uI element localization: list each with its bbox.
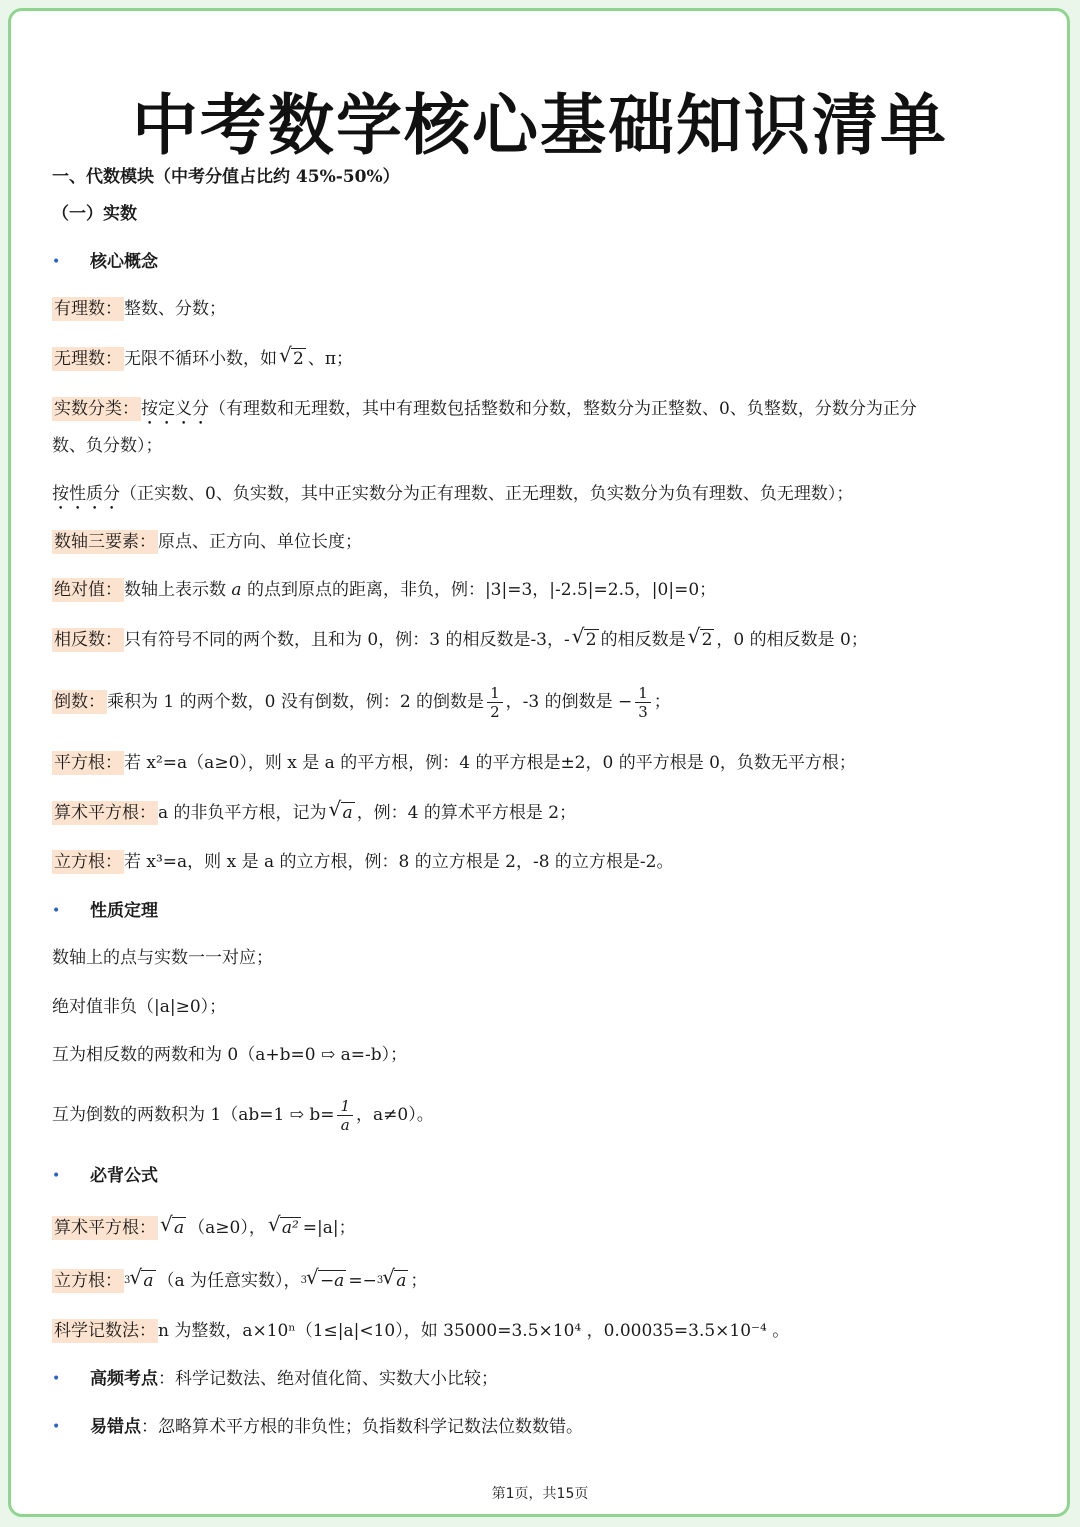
prop-3: 互为相反数的两数和为 0（a+b=0 ⇨ a=-b）； — [52, 1045, 408, 1065]
term-text: 数轴上表示数 — [124, 580, 226, 600]
term-text: （a≥0）， — [188, 1218, 266, 1238]
term-text: （有理数和无理数，其中有理数包括整数和分数，整数分为正整数、0、负整数，分数分为正分 — [209, 399, 917, 419]
bullet-dot-icon: • — [52, 254, 61, 270]
bullet-content: 高频考点：科学记数法、绝对值化简、实数大小比较； — [90, 1369, 498, 1389]
term-text: 、π； — [307, 349, 354, 369]
line-number-axis — [52, 530, 1020, 554]
sqrt-symbol: √ 2 — [688, 628, 715, 652]
term-text: 若 x²=a（a≥0），则 x 是 a 的平方根，例：4 的平方根是±2，0 的平方根是 0，负数无平方根； — [124, 753, 856, 773]
cbrt-symbol: √ a — [382, 1269, 408, 1293]
term-label: 无理数： — [54, 349, 122, 369]
page-footer: 第1页，共15页 — [491, 1486, 589, 1502]
bullet-label: 必背公式 — [90, 1166, 158, 1186]
formula-cube-root — [52, 1269, 1020, 1293]
sqrt-symbol: √ a — [160, 1216, 186, 1240]
term-label: 有理数： — [54, 299, 122, 319]
sqrt-symbol: √ 2 — [572, 628, 599, 652]
bullet-content: 易错点：忽略算术平方根的非负性；负指数科学记数法位数数错。 — [90, 1417, 583, 1437]
section-heading-algebra: 一、代数模块（中考分值占比约 45%-50%） — [52, 167, 400, 187]
line-classify-cont: 数、负分数）； — [52, 436, 163, 456]
line-irrational — [52, 347, 1020, 371]
var-a: a — [231, 580, 242, 600]
term-label: 科学记数法： — [54, 1321, 156, 1341]
cbrt-symbol: √ −a — [306, 1269, 346, 1293]
line-nature — [52, 482, 1020, 514]
bullet-dot-icon: • — [52, 1419, 61, 1435]
term-label: 算术平方根： — [54, 1218, 156, 1238]
bullet-label: 核心概念 — [90, 252, 158, 272]
term-text: a 的非负平方根，记为 — [158, 803, 327, 823]
formula-arith-sqrt — [52, 1216, 1020, 1240]
fraction: $\frac{1}{3}$ — [635, 684, 651, 721]
term-text: 乘积为 1 的两个数，0 没有倒数，例：2 的倒数是 — [107, 692, 485, 712]
term-text: 的相反数是 — [600, 630, 686, 650]
term-text: ，a≠0）。 — [356, 1105, 434, 1125]
term-text: ，例：4 的算术平方根是 2； — [356, 803, 577, 823]
term-text: 互为倒数的两数积为 1（ab=1 ⇨ b= — [52, 1105, 335, 1125]
term-text: ，-3 的倒数是 − — [505, 692, 633, 712]
subsection-heading-real-numbers: （一）实数 — [52, 204, 137, 224]
fraction: $\frac{1}{a}$ — [337, 1097, 353, 1134]
term-text: 若 x³=a，则 x 是 a 的立方根，例：8 的立方根是 2，-8 的立方根是-2。 — [124, 852, 674, 872]
prop-1: 数轴上的点与实数一一对应； — [52, 948, 273, 968]
line-classify — [52, 397, 1020, 429]
term-text: 原点、正方向、单位长度； — [158, 532, 362, 552]
term-text: =− — [348, 1271, 377, 1291]
term-text: 的点到原点的距离，非负，例：|3|=3，|-2.5|=2.5，|0|=0； — [246, 580, 717, 600]
line-square-root — [52, 751, 1020, 775]
prop-2: 绝对值非负（|a|≥0）； — [52, 997, 227, 1017]
term-label: 立方根： — [54, 852, 122, 872]
line-absolute — [52, 578, 1020, 602]
term-label: 实数分类： — [54, 399, 139, 419]
fraction: $\frac{1}{2}$ — [487, 684, 503, 721]
root-index: 3 — [376, 1275, 384, 1286]
term-text: （a 为任意实数）， — [157, 1271, 301, 1291]
term-label: 数轴三要素： — [54, 532, 156, 552]
term-label: 绝对值： — [54, 580, 122, 600]
bullet-dot-icon: • — [52, 903, 61, 919]
term-text: ； — [653, 692, 671, 712]
sqrt-symbol: √ a² — [268, 1216, 301, 1240]
line-arith-sqrt — [52, 801, 1020, 825]
line-reciprocal — [52, 684, 1020, 721]
prop-4 — [52, 1095, 1020, 1135]
root-index: 3 — [300, 1275, 307, 1286]
bullet-dot-icon: • — [52, 1371, 61, 1387]
bullet-dot-icon: • — [52, 1168, 61, 1184]
cbrt-symbol: √ a — [129, 1269, 155, 1293]
term-text: n 为整数，a×10ⁿ（1≤|a|<10），如 35000=3.5×10⁴ ，0.00035=3.5×10⁻⁴ 。 — [158, 1321, 790, 1341]
term-label: 倒数： — [54, 692, 105, 712]
term-text: 无限不循环小数，如 — [124, 349, 277, 369]
term-label: 平方根： — [54, 753, 122, 773]
term-label: 相反数： — [54, 630, 122, 650]
term-text: （正实数、0、负实数，其中正实数分为正有理数、正无理数，负实数分为负有理数、负无理数）； — [120, 484, 854, 504]
term-text: ； — [410, 1271, 428, 1291]
bullet-label: 性质定理 — [90, 901, 158, 921]
line-opposite — [52, 628, 1020, 652]
sqrt-symbol: √ a — [329, 801, 355, 825]
term-text: 只有符号不同的两个数，且和为 0，例：3 的相反数是-3，- — [124, 630, 570, 650]
root-index: 3 — [124, 1275, 131, 1286]
term-text: =|a|； — [302, 1218, 356, 1238]
formula-scientific — [52, 1319, 1020, 1343]
page-title: 中考数学核心基础知识清单 — [132, 87, 948, 164]
term-label: 算术平方根： — [54, 803, 156, 823]
term-label: 立方根： — [54, 1271, 122, 1291]
term-text: 整数、分数； — [124, 299, 226, 319]
emphasis-text: 按定义分 — [141, 399, 209, 419]
line-rational — [52, 297, 1020, 321]
term-text: ，0 的相反数是 0； — [716, 630, 868, 650]
line-cube-root — [52, 850, 1020, 874]
emphasis-text: 按性质分 — [52, 484, 120, 504]
sqrt-symbol: √ 2 — [279, 347, 306, 371]
